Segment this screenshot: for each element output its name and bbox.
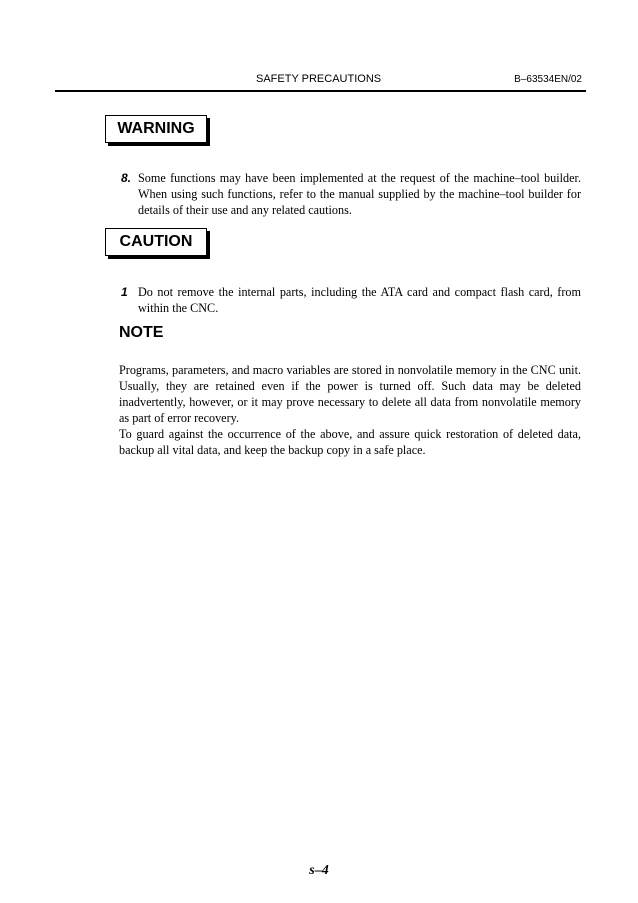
caution-item-text: Do not remove the internal parts, including the ATA card and compact flash card, from within the CNC.: [138, 285, 581, 315]
header-title: SAFETY PRECAUTIONS: [256, 73, 382, 85]
caution-item: [121, 284, 581, 316]
note-heading: NOTE: [119, 324, 164, 341]
warning-item-text: Some functions may have been implemented at the request of the machine–tool builder. When using such functions, refer to the manual supplied by the machine–tool builder for details of their use and any related cautions.: [138, 171, 581, 217]
note-paragraph-1: Programs, parameters, and macro variables are stored in nonvolatile memory in the CNC unit. Usually, they are retained even if the power is turned off. Such data may be deleted inadvertently, however, or it may prove necessary to delete all data from nonvolatile memory as part of error recovery.: [119, 363, 581, 425]
page-number: s–4: [309, 863, 329, 878]
note-paragraph-2: To guard against the occurrence of the above, and assure quick restoration of deleted data, backup all vital data, and keep the backup copy in a safe place.: [119, 427, 581, 457]
warning-item: [121, 170, 581, 218]
note-body: [119, 362, 581, 458]
warning-item-number: 8.: [121, 171, 132, 185]
caution-item-number: 1: [121, 285, 128, 299]
caution-label: CAUTION: [119, 233, 193, 250]
document-code: B–63534EN/02: [514, 74, 582, 85]
warning-label-box: [105, 115, 207, 143]
header-divider: [55, 90, 586, 92]
caution-label-box: [105, 228, 207, 256]
warning-label: WARNING: [117, 120, 195, 137]
